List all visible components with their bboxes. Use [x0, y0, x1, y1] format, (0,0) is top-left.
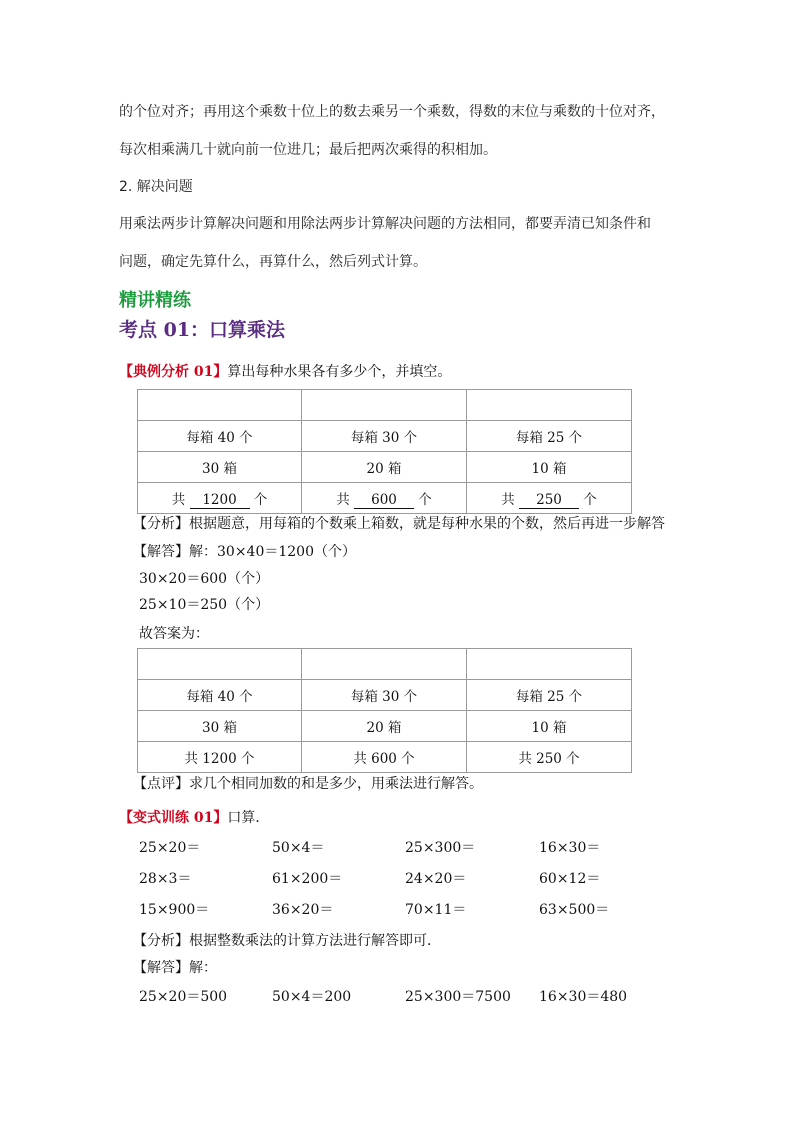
table-cell: 30 箱	[138, 711, 302, 742]
practice-prompt: 口算．	[227, 810, 270, 826]
so-answer: 故答案为：	[139, 626, 209, 642]
table-cell: 共 1200 个	[138, 483, 302, 514]
intro-heading-2: 2. 解决问题	[119, 179, 193, 195]
practice-item: 28×3＝	[139, 871, 192, 887]
practice-tag: 【变式训练 01】	[119, 810, 228, 826]
practice-row-1	[139, 837, 639, 857]
analysis-label: 【分析】	[133, 933, 189, 949]
practice-row-3	[139, 899, 639, 919]
table-row	[138, 390, 632, 421]
table-cell	[138, 390, 302, 421]
table-cell: 20 箱	[302, 452, 467, 483]
table-cell: 10 箱	[467, 711, 632, 742]
practice-answer-row	[139, 986, 639, 1006]
practice-answer-item: 16×30＝480	[539, 989, 628, 1005]
analysis-text: 根据题意，用每箱的个数乘上箱数，就是每种水果的个数，然后再进一步解答	[189, 516, 665, 532]
intro-line-4: 问题，确定先算什么，再算什么，然后列式计算。	[119, 254, 427, 270]
practice-row-2	[139, 868, 639, 888]
table-cell: 共 600 个	[302, 742, 467, 773]
table-cell: 每箱 25 个	[467, 421, 632, 452]
practice-item: 50×4＝	[272, 840, 325, 856]
table-row	[138, 649, 632, 680]
practice-item: 25×20＝	[139, 840, 201, 856]
practice-item: 36×20＝	[272, 902, 334, 918]
table-row	[138, 483, 632, 514]
table-row	[138, 711, 632, 742]
analysis-label: 【分析】	[133, 516, 189, 532]
table-cell: 每箱 30 个	[302, 421, 467, 452]
practice-item: 25×300＝	[405, 840, 476, 856]
table-cell	[467, 649, 632, 680]
example-analysis	[133, 513, 665, 533]
table-cell: 10 箱	[467, 452, 632, 483]
table-cell: 每箱 40 个	[138, 680, 302, 711]
example-question	[119, 361, 451, 381]
comment-label: 【点评】	[133, 776, 189, 792]
table-cell: 共 250 个	[467, 483, 632, 514]
answer-label: 【解答】	[133, 544, 189, 560]
table-row	[138, 452, 632, 483]
fruit-table-answer	[137, 648, 632, 773]
comment-text: 求几个相同加数的和是多少，用乘法进行解答。	[189, 776, 483, 792]
table-cell: 每箱 30 个	[302, 680, 467, 711]
section-header: 精讲精练	[119, 290, 191, 311]
practice-item: 24×20＝	[405, 871, 467, 887]
topic-title: 考点 01：口算乘法	[119, 319, 286, 341]
table-cell: 每箱 40 个	[138, 421, 302, 452]
example-tag: 【典例分析 01】	[119, 364, 228, 380]
table-cell	[302, 649, 467, 680]
table-cell: 共 250 个	[467, 742, 632, 773]
table-row	[138, 421, 632, 452]
practice-item: 60×12＝	[539, 871, 601, 887]
table-cell: 每箱 25 个	[467, 680, 632, 711]
fill-blank[interactable]: 250	[519, 492, 579, 509]
table-cell	[302, 390, 467, 421]
example-comment	[133, 773, 483, 793]
example-question-text: 算出每种水果各有多少个，并填空。	[227, 364, 452, 380]
example-answer-line-3: 25×10＝250（个）	[139, 597, 270, 613]
table-cell: 30 箱	[138, 452, 302, 483]
practice-answer: 【解答】解：	[133, 960, 217, 976]
table-cell: 20 箱	[302, 711, 467, 742]
table-cell	[138, 649, 302, 680]
fruit-table-blank	[137, 389, 632, 514]
table-row	[138, 742, 632, 773]
practice-item: 16×30＝	[539, 840, 601, 856]
practice-item: 61×200＝	[272, 871, 343, 887]
intro-line-2: 每次相乘满几十就向前一位进几；最后把两次乘得的积相加。	[119, 142, 497, 158]
practice-item: 70×11＝	[405, 902, 467, 918]
practice-answer-item: 25×20＝500	[139, 989, 228, 1005]
table-cell: 共 1200 个	[138, 742, 302, 773]
practice-heading	[119, 807, 269, 827]
fill-blank[interactable]: 1200	[190, 492, 250, 509]
table-cell	[467, 390, 632, 421]
analysis-text: 根据整数乘法的计算方法进行解答即可．	[189, 933, 441, 949]
practice-item: 63×500＝	[539, 902, 610, 918]
table-cell: 共 600 个	[302, 483, 467, 514]
practice-answer-item: 25×300＝7500	[405, 989, 511, 1005]
practice-analysis	[133, 930, 441, 950]
fill-blank[interactable]: 600	[354, 492, 414, 509]
example-answer-line-2: 30×20＝600（个）	[139, 571, 270, 587]
practice-answer-item: 50×4＝200	[272, 989, 352, 1005]
answer-label: 【解答】	[133, 960, 189, 976]
intro-line-1: 的个位对齐；再用这个乘数十位上的数去乘另一个乘数，得数的末位与乘数的十位对齐，	[119, 104, 665, 120]
practice-item: 15×900＝	[139, 902, 210, 918]
table-row	[138, 680, 632, 711]
intro-line-3: 用乘法两步计算解决问题和用除法两步计算解决问题的方法相同，都要弄清已知条件和	[119, 216, 651, 232]
example-answer-line-1: 【解答】解：30×40＝1200（个）	[133, 544, 356, 560]
